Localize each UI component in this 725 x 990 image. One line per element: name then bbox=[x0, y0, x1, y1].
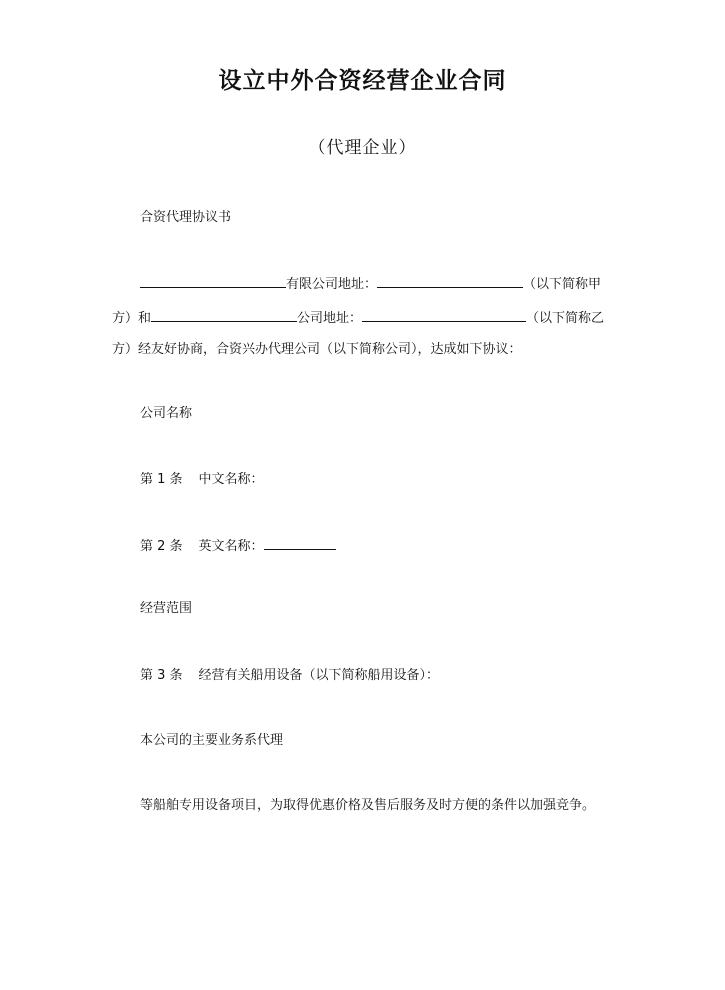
article-2-text: 英文名称： bbox=[198, 539, 264, 554]
article-3 bbox=[140, 667, 439, 685]
blank-party-a-address bbox=[377, 274, 523, 288]
blank-party-b-name bbox=[151, 308, 297, 322]
blank-party-a-name bbox=[140, 274, 286, 288]
items-paragraph: 等船舶专用设备项目，为取得优惠价格及售后服务及时方便的条件以加强竞争。 bbox=[140, 798, 596, 813]
article-1-text: 中文名称： bbox=[198, 472, 264, 487]
article-1-number: 第 1 条 bbox=[140, 472, 183, 487]
article-3-number: 第 3 条 bbox=[140, 668, 183, 683]
agreement-heading: 合资代理协议书 bbox=[140, 210, 232, 225]
blank-party-b-address bbox=[362, 308, 526, 322]
article-2-number: 第 2 条 bbox=[140, 539, 183, 554]
party-line-2-text-2: 公司地址： bbox=[297, 311, 363, 326]
main-business-paragraph: 本公司的主要业务系代理 bbox=[140, 733, 284, 748]
party-line-1-text-1: 有限公司地址： bbox=[286, 277, 378, 292]
article-1 bbox=[140, 471, 264, 489]
party-line-2 bbox=[112, 308, 604, 328]
article-3-text: 经营有关船用设备（以下简称船用设备）： bbox=[198, 668, 440, 683]
section-business-scope: 经营范围 bbox=[140, 601, 193, 616]
party-line-1-text-2: （以下简称甲 bbox=[523, 277, 602, 292]
document-title: 设立中外合资经营企业合同 bbox=[218, 68, 507, 94]
party-line-1 bbox=[140, 274, 601, 294]
section-company-name: 公司名称 bbox=[140, 406, 193, 421]
party-line-2-text-1: 方）和 bbox=[112, 311, 152, 326]
document-subtitle: （代理企业） bbox=[308, 138, 417, 158]
blank-english-name bbox=[264, 536, 336, 550]
article-2 bbox=[140, 536, 336, 556]
party-line-2-text-3: （以下简称乙 bbox=[526, 311, 605, 326]
party-line-3: 方）经友好协商，合资兴办代理公司（以下简称公司），达成如下协议： bbox=[112, 342, 522, 357]
